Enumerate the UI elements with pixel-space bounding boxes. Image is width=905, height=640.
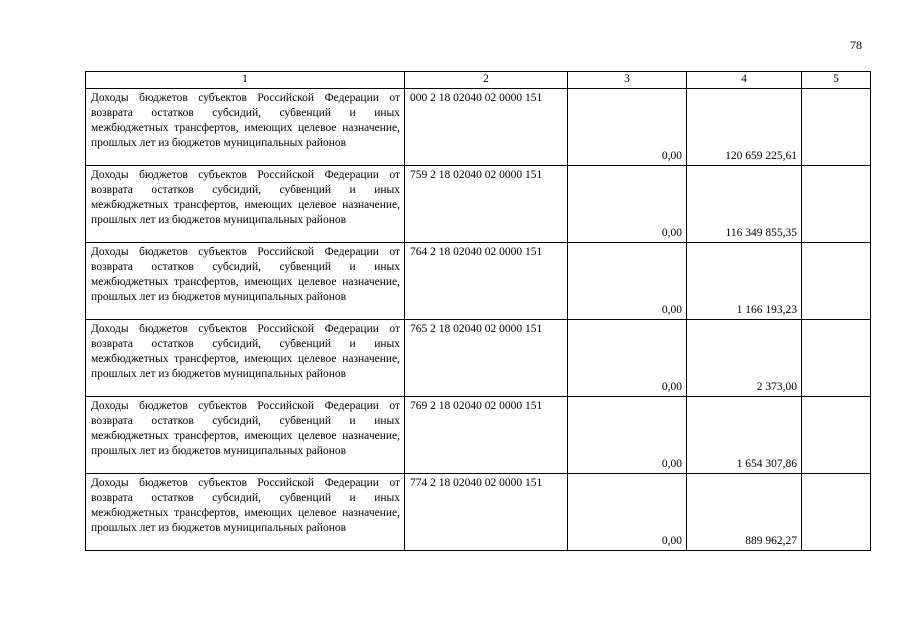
column-header-4: 4 <box>687 72 802 89</box>
row-col4-value: 116 349 855,35 <box>687 166 802 243</box>
row-description: Доходы бюджетов субъектов Российской Федерации от возврата остатков субсидий, субвенций и иных межбюджетных трансфертов, имеющих целевое назначение, прошлых лет из бюджетов муниципальных районов <box>86 89 405 166</box>
row-col3-value: 0,00 <box>568 89 687 166</box>
row-code: 764 2 18 02040 02 0000 151 <box>405 243 568 320</box>
row-code: 769 2 18 02040 02 0000 151 <box>405 397 568 474</box>
column-header-5: 5 <box>802 72 871 89</box>
row-description: Доходы бюджетов субъектов Российской Федерации от возврата остатков субсидий, субвенций и иных межбюджетных трансфертов, имеющих целевое назначение, прошлых лет из бюджетов муниципальных районов <box>86 166 405 243</box>
row-description: Доходы бюджетов субъектов Российской Федерации от возврата остатков субсидий, субвенций и иных межбюджетных трансфертов, имеющих целевое назначение, прошлых лет из бюджетов муниципальных районов <box>86 320 405 397</box>
row-col3-value: 0,00 <box>568 166 687 243</box>
table-row <box>86 320 871 397</box>
row-col5-value <box>802 89 871 166</box>
row-col3-value: 0,00 <box>568 397 687 474</box>
header-row <box>86 72 871 89</box>
row-description: Доходы бюджетов субъектов Российской Федерации от возврата остатков субсидий, субвенций и иных межбюджетных трансфертов, имеющих целевое назначение, прошлых лет из бюджетов муниципальных районов <box>86 474 405 551</box>
row-code: 759 2 18 02040 02 0000 151 <box>405 166 568 243</box>
row-col4-value: 120 659 225,61 <box>687 89 802 166</box>
row-col5-value <box>802 243 871 320</box>
row-col4-value: 1 654 307,86 <box>687 397 802 474</box>
row-description: Доходы бюджетов субъектов Российской Федерации от возврата остатков субсидий, субвенций и иных межбюджетных трансфертов, имеющих целевое назначение, прошлых лет из бюджетов муниципальных районов <box>86 397 405 474</box>
row-col5-value <box>802 474 871 551</box>
row-code: 765 2 18 02040 02 0000 151 <box>405 320 568 397</box>
row-description: Доходы бюджетов субъектов Российской Федерации от возврата остатков субсидий, субвенций и иных межбюджетных трансфертов, имеющих целевое назначение, прошлых лет из бюджетов муниципальных районов <box>86 243 405 320</box>
row-col3-value: 0,00 <box>568 474 687 551</box>
row-col3-value: 0,00 <box>568 243 687 320</box>
row-col5-value <box>802 166 871 243</box>
row-col4-value: 889 962,27 <box>687 474 802 551</box>
budget-table <box>85 71 871 551</box>
row-code: 774 2 18 02040 02 0000 151 <box>405 474 568 551</box>
column-header-2: 2 <box>405 72 568 89</box>
table-row <box>86 89 871 166</box>
row-col5-value <box>802 320 871 397</box>
table-row <box>86 243 871 320</box>
page-number: 78 <box>850 38 862 52</box>
column-header-3: 3 <box>568 72 687 89</box>
table-row <box>86 166 871 243</box>
table-row <box>86 474 871 551</box>
row-col5-value <box>802 397 871 474</box>
row-code: 000 2 18 02040 02 0000 151 <box>405 89 568 166</box>
table-row <box>86 397 871 474</box>
row-col4-value: 1 166 193,23 <box>687 243 802 320</box>
column-header-1: 1 <box>86 72 405 89</box>
row-col3-value: 0,00 <box>568 320 687 397</box>
row-col4-value: 2 373,00 <box>687 320 802 397</box>
